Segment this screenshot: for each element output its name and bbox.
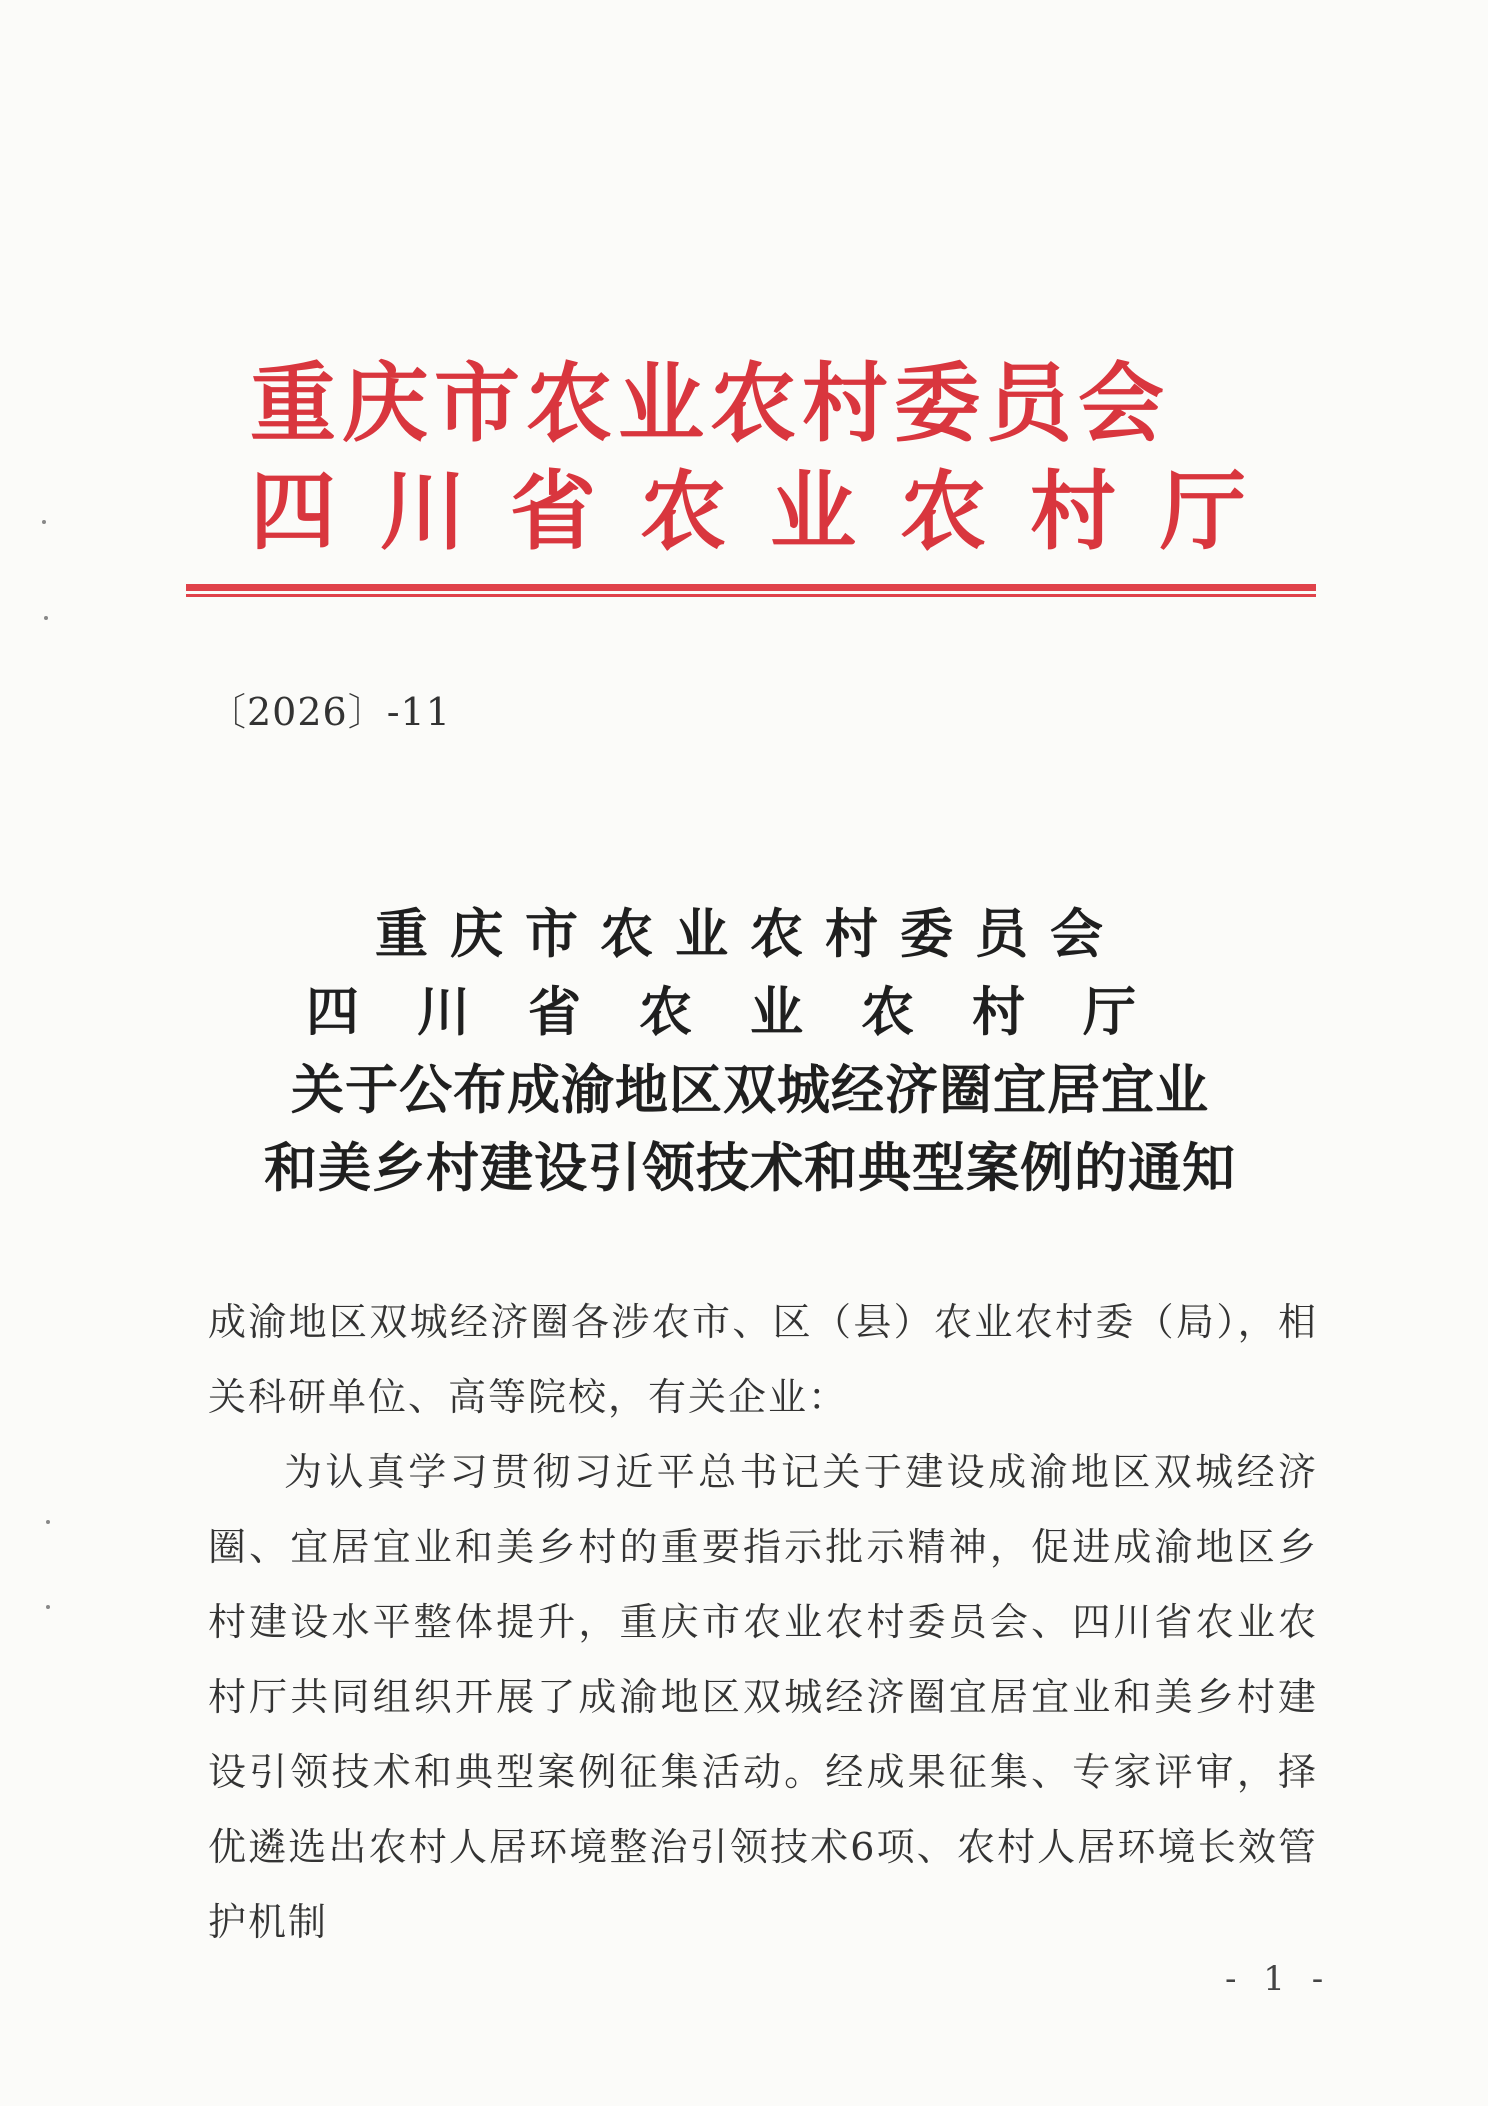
title-line-4: 和美乡村建设引领技术和典型案例的通知 xyxy=(264,1137,1236,1199)
page-number: - 1 - xyxy=(1225,1959,1332,1999)
document-body xyxy=(208,1285,1318,1960)
salutation: 成渝地区双城经济圈各涉农市、区（县）农业农村委（局），相关科研单位、高等院校，有关企业： xyxy=(208,1300,1318,1419)
scan-speck xyxy=(46,1605,50,1609)
document-title xyxy=(180,895,1320,1207)
document-number: 〔2026〕-11 xyxy=(208,690,451,734)
title-line-1: 重庆市农业农村委员会 xyxy=(375,903,1125,965)
title-line-3: 关于公布成渝地区双城经济圈宜居宜业 xyxy=(291,1059,1209,1121)
scan-speck xyxy=(42,520,46,524)
issuer-header xyxy=(250,350,1290,566)
title-line-2: 四川省农业农村厅 xyxy=(306,981,1194,1043)
red-header-rule xyxy=(186,584,1316,598)
scan-speck xyxy=(46,1520,50,1524)
issuer-line-chongqing: 重庆市农业农村委员会 xyxy=(250,353,1170,454)
body-paragraph: 为认真学习贯彻习近平总书记关于建设成渝地区双城经济圈、宜居宜业和美乡村的重要指示批示精神，促进成渝地区乡村建设水平整体提升，重庆市农业农村委员会、四川省农业农村厅共同组织开展了成渝地区双城经济圈宜居宜业和美乡村建设引领技术和典型案例征集活动。经成果征集、专家评审，择优遴选出农村人居环境整治引领技术6项、农村人居环境长效管护机制 xyxy=(208,1450,1318,1944)
scan-speck xyxy=(44,616,48,620)
issuer-line-sichuan: 四川省农业农村厅 xyxy=(250,461,1290,562)
